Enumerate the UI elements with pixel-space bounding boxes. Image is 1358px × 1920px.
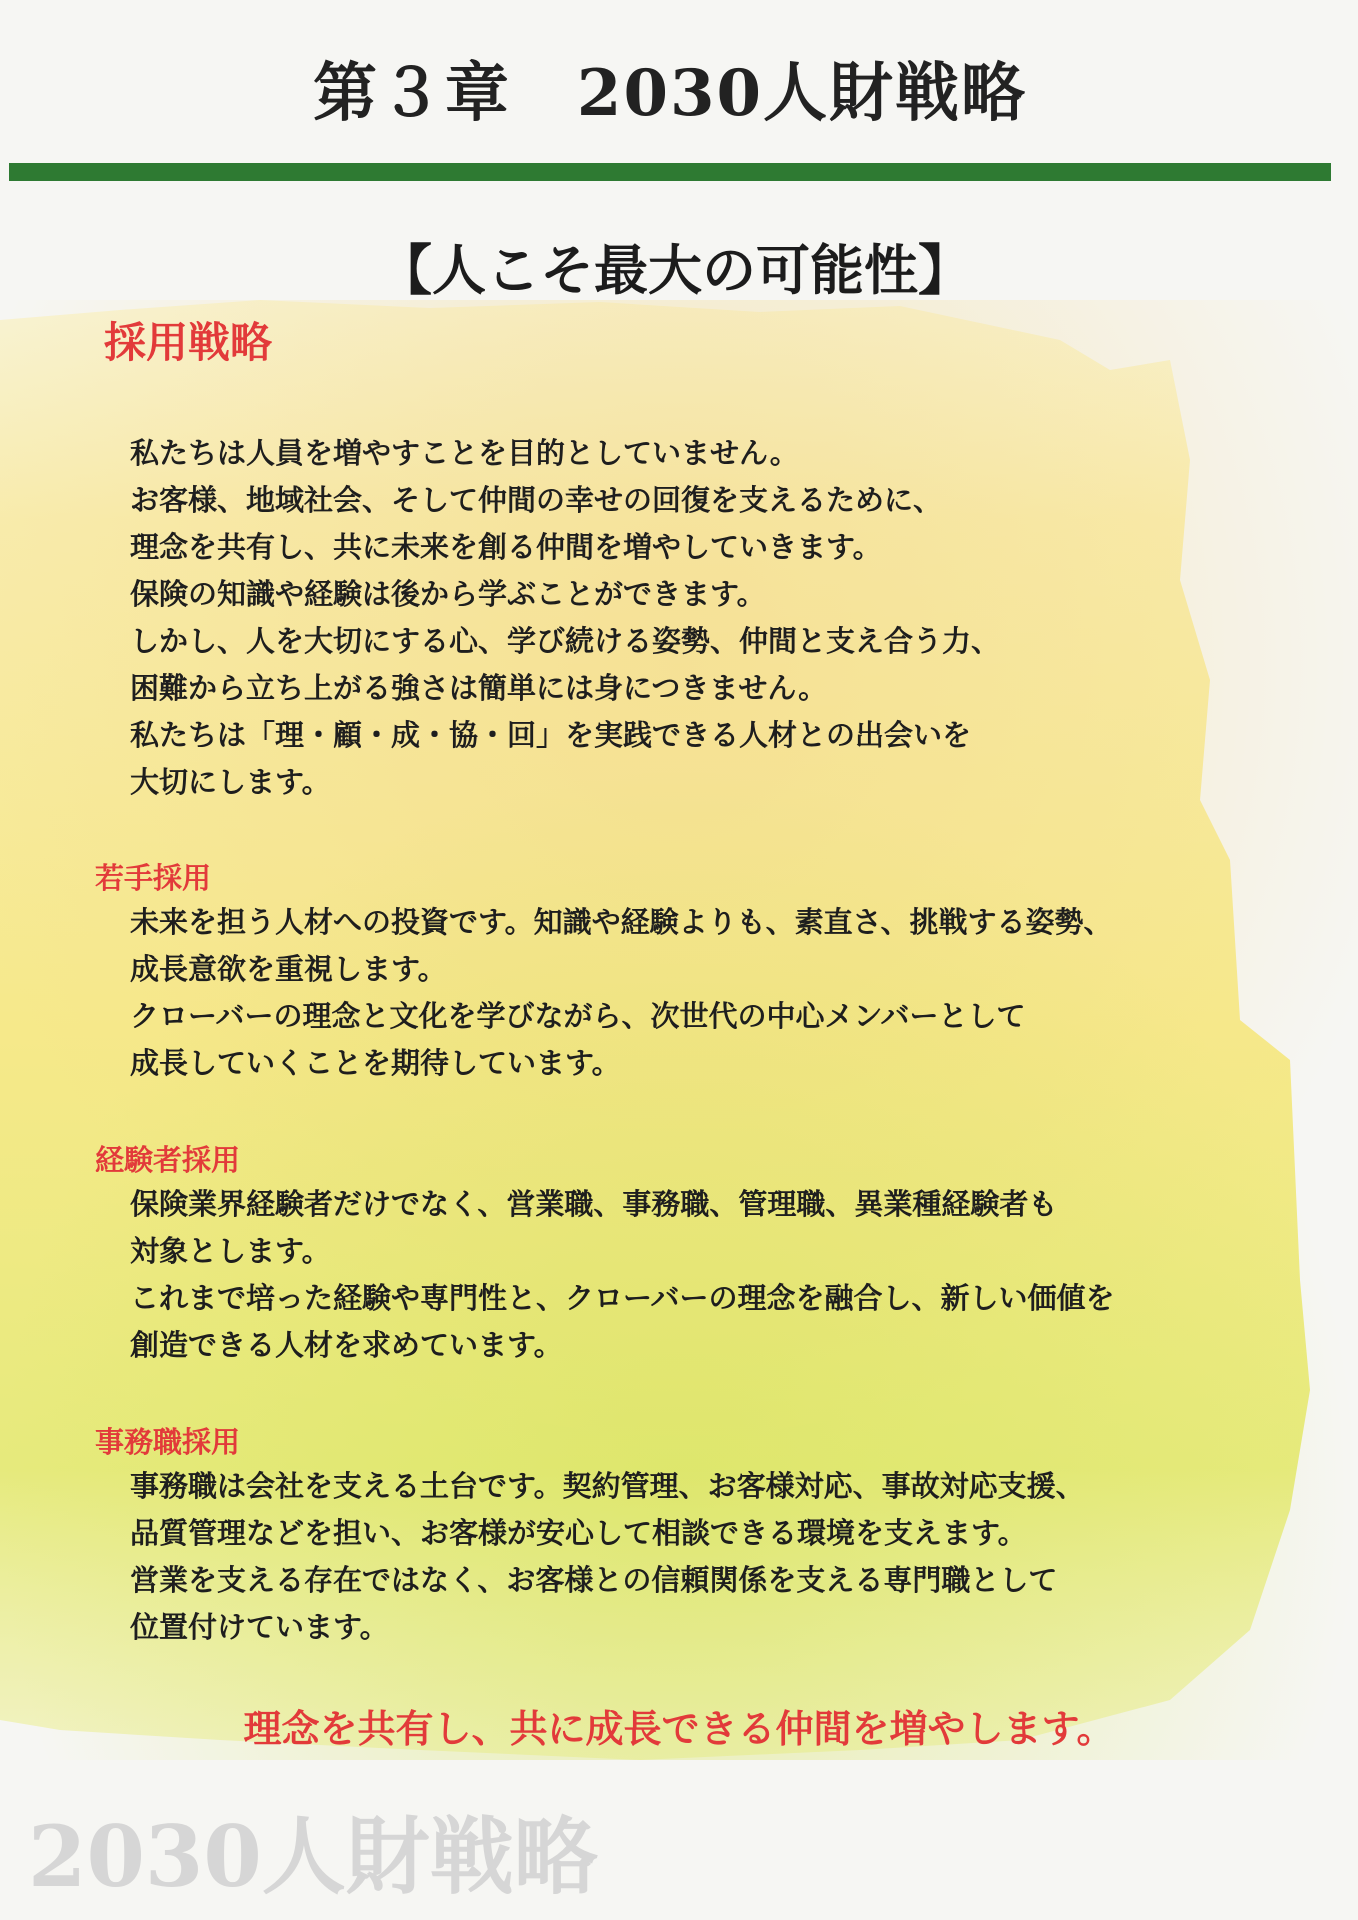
paragraph-line: 保険業界経験者だけでなく、営業職、事務職、管理職、異業種経験者も xyxy=(130,1187,1058,1221)
paragraph-line: しかし、人を大切にする心、学び続ける姿勢、仲間と支え合う力、 xyxy=(130,624,1001,658)
paragraph-line: 事務職は会社を支える土台です。契約管理、お客様対応、事故対応支援、 xyxy=(130,1469,1085,1503)
paragraph-line: 私たちは「理・顧・成・協・回」を実践できる人材との出会いを xyxy=(130,718,972,752)
paragraph-line: 困難から立ち上がる強さは簡単には身につきません。 xyxy=(130,671,828,705)
paragraph-line: 保険の知識や経験は後から学ぶことができます。 xyxy=(130,577,766,611)
recruitment-strategy-label: 採用戦略 xyxy=(104,318,273,367)
experienced-recruitment-text xyxy=(130,1181,1340,1369)
closing-statement: 理念を共有し、共に成長できる仲間を増やします。 xyxy=(243,1707,1115,1751)
header-divider xyxy=(9,163,1331,181)
paragraph-line: 大切にします。 xyxy=(130,765,331,799)
paragraph-line: これまで培った経験や専門性と、クローバーの理念を融合し、新しい価値を xyxy=(130,1281,1115,1315)
paragraph-line: 品質管理などを担い、お客様が安心して相談できる環境を支えます。 xyxy=(130,1516,1027,1550)
office-recruitment-text xyxy=(130,1463,1340,1651)
young-recruitment-text xyxy=(130,899,1340,1087)
chapter-title: 第３章 2030人財戦略 xyxy=(312,56,1028,131)
paragraph-line: 営業を支える存在ではなく、お客様との信頼関係を支える専門職として xyxy=(130,1563,1058,1597)
paragraph-line: クローバーの理念と文化を学びながら、次世代の中心メンバーとして xyxy=(130,999,1026,1033)
recruitment-intro-text xyxy=(130,430,1340,806)
main-heading: 【人こそ最大の可能性】 xyxy=(378,239,972,302)
office-recruitment-label: 事務職採用 xyxy=(95,1425,241,1459)
paragraph-line: 位置付けています。 xyxy=(130,1610,389,1644)
paragraph-line: 対象とします。 xyxy=(130,1234,331,1268)
paragraph-line: 未来を担う人材への投資です。知識や経験よりも、素直さ、挑戦する姿勢、 xyxy=(130,905,1113,939)
paragraph-line: お客様、地域社会、そして仲間の幸せの回復を支えるために、 xyxy=(130,483,943,517)
watermark-text: 2030人財戦略 xyxy=(28,1807,598,1906)
paragraph-line: 創造できる人材を求めています。 xyxy=(130,1328,563,1362)
paragraph-line: 私たちは人員を増やすことを目的としていません。 xyxy=(130,436,799,470)
young-recruitment-label: 若手採用 xyxy=(95,861,212,895)
paragraph-line: 成長していくことを期待しています。 xyxy=(130,1046,621,1080)
paragraph-line: 成長意欲を重視します。 xyxy=(130,952,447,986)
paragraph-line: 理念を共有し、共に未来を創る仲間を増やしていきます。 xyxy=(130,530,882,564)
experienced-recruitment-label: 経験者採用 xyxy=(95,1143,241,1177)
